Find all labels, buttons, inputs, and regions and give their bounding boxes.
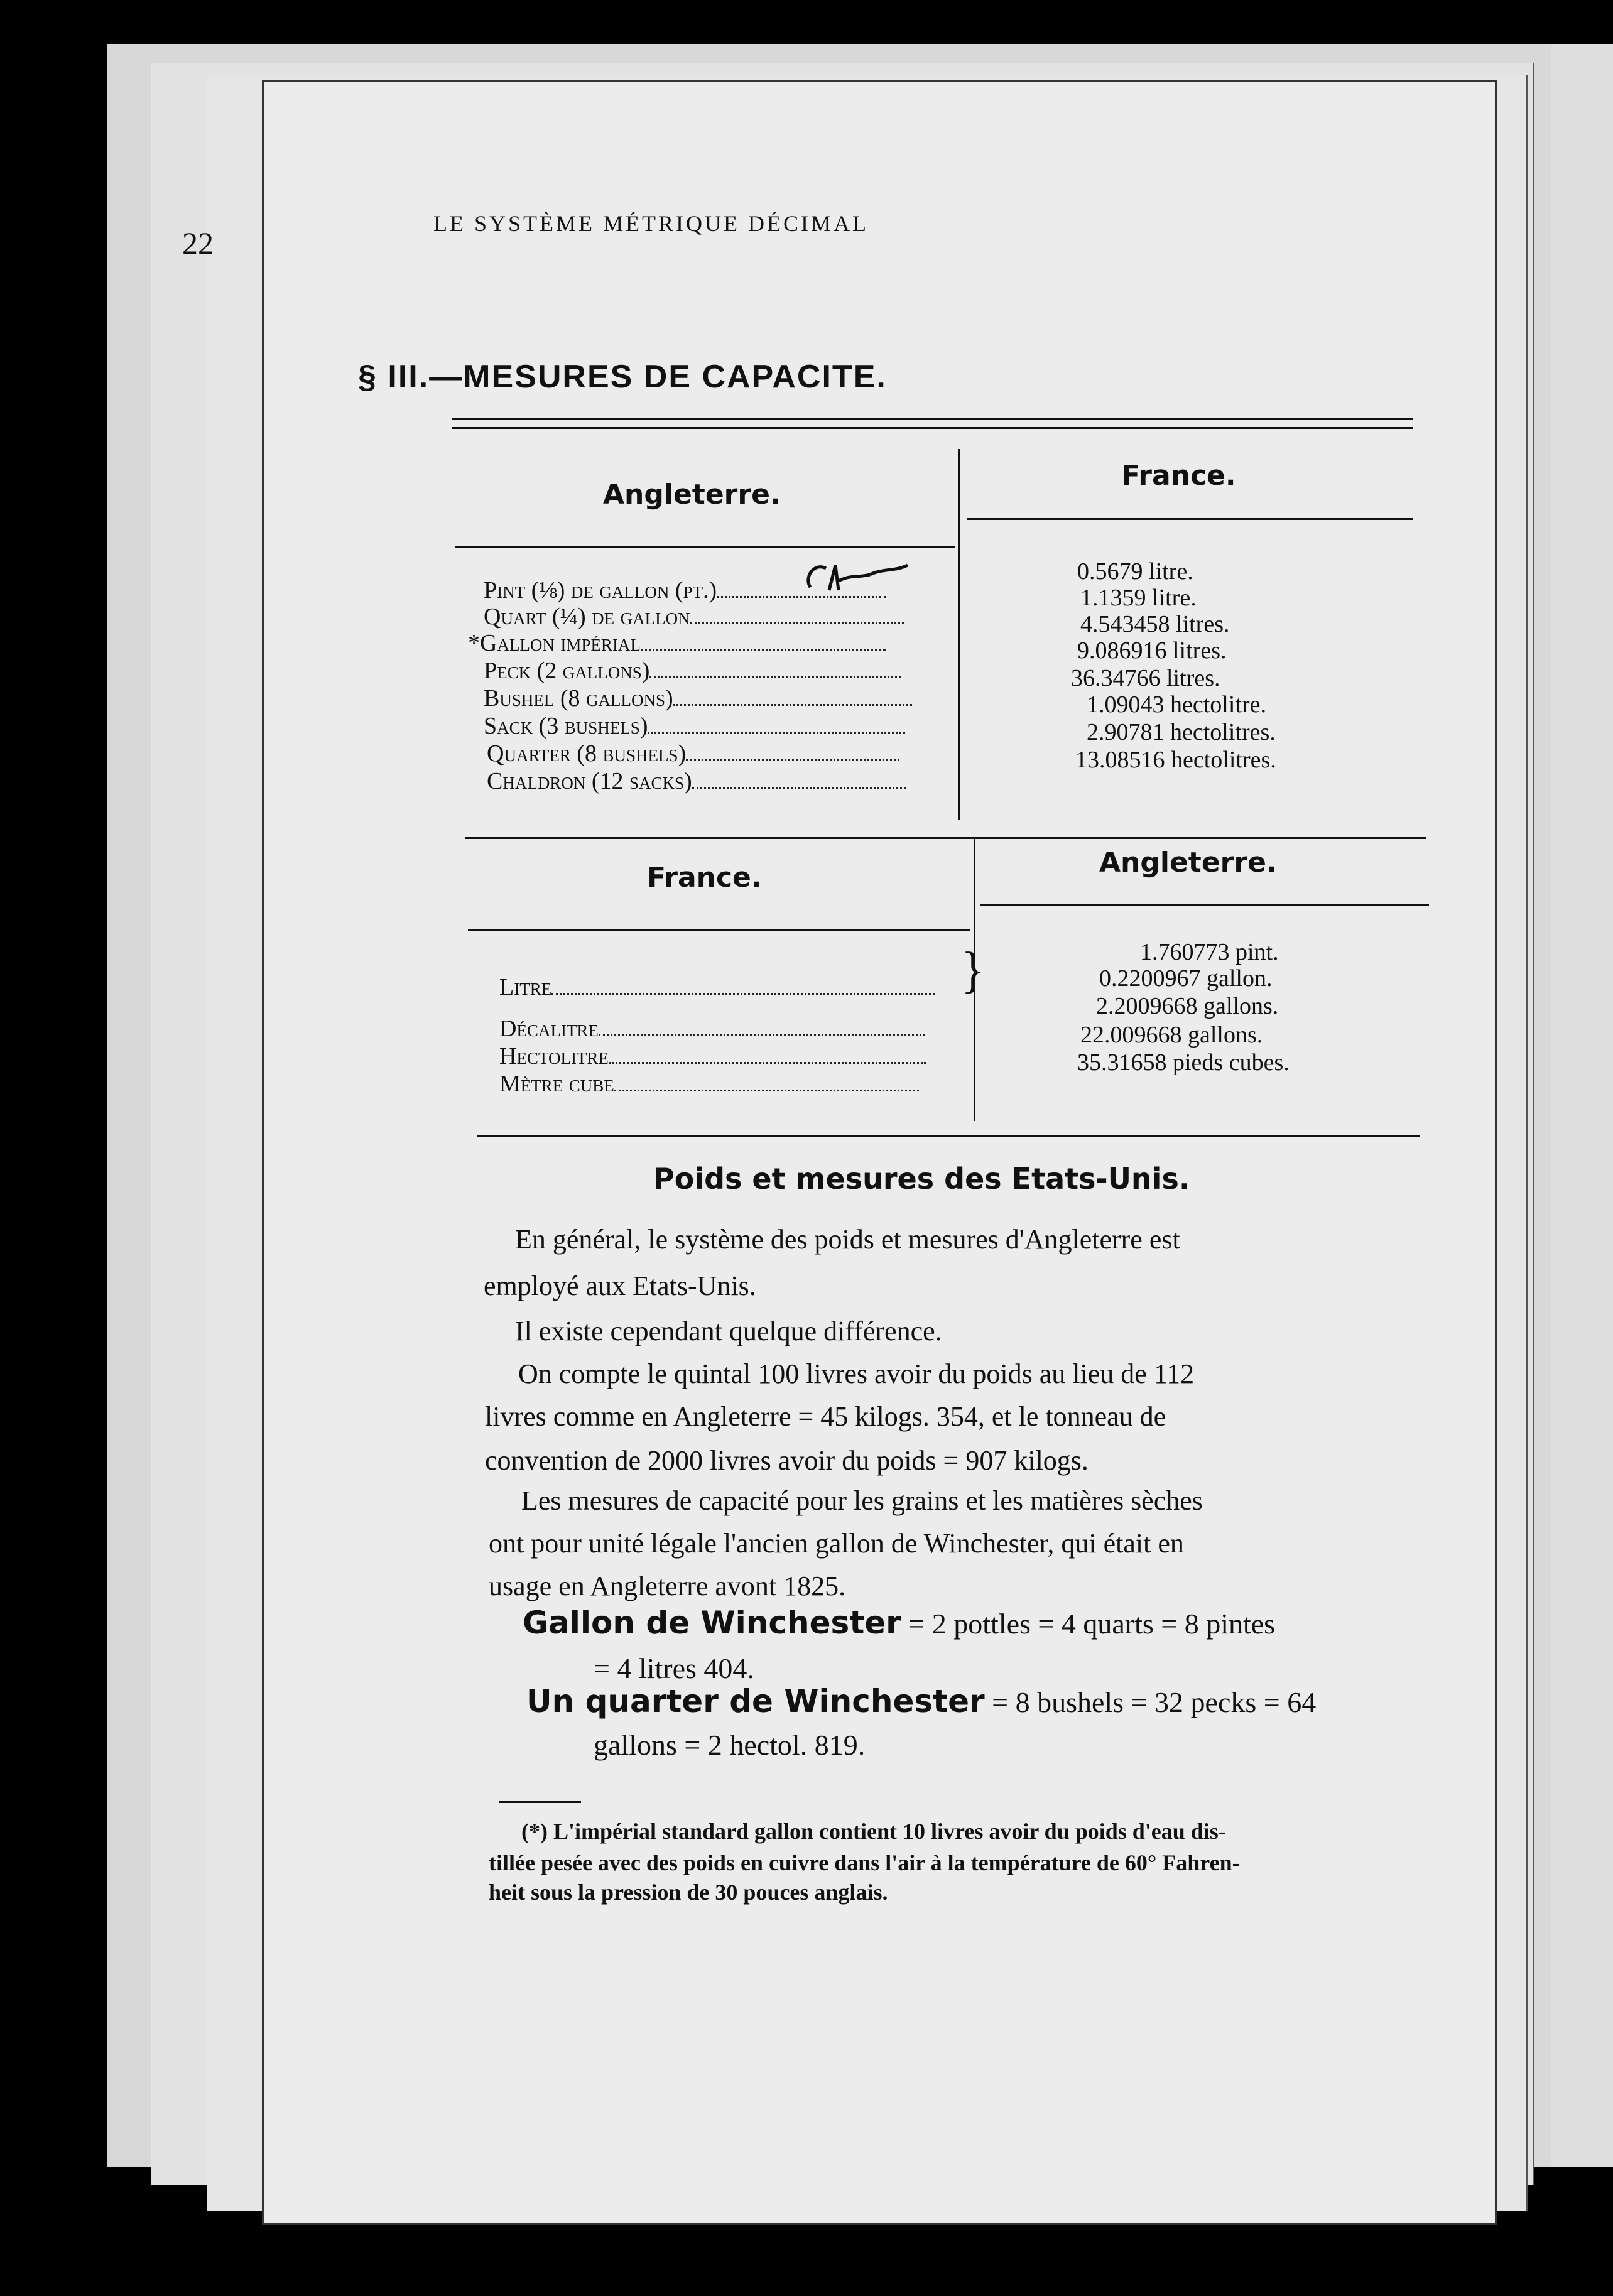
paragraph-line: Les mesures de capacité pour les grains et les matières sèches <box>521 1485 1203 1516</box>
table-rule <box>980 904 1429 906</box>
leader-dots <box>609 1062 926 1064</box>
facing-page-edge <box>1551 44 1613 2167</box>
leader-dots <box>648 732 905 734</box>
winchester-gallon-equation: = 2 pottles = 4 quarts = 8 pintes <box>901 1608 1276 1640</box>
paragraph-line: Il existe cependant quelque différence. <box>515 1316 942 1346</box>
leader-dots <box>673 704 912 706</box>
winchester-quarter-continuation: gallons = 2 hectol. 819. <box>594 1729 866 1761</box>
conversion-value: 35.31658 pieds cubes. <box>1077 1049 1290 1076</box>
list-item <box>487 740 899 767</box>
list-item <box>487 767 906 795</box>
list-item <box>499 973 935 1001</box>
conversion-value: 2.90781 hectolitres. <box>1087 719 1276 745</box>
leader-dots <box>690 622 904 624</box>
row-label: *Gallon impérial <box>468 630 641 656</box>
leader-dots <box>614 1090 919 1091</box>
leader-dots <box>641 649 886 651</box>
section-title: § III.—MESURES DE CAPACITE. <box>358 359 887 395</box>
list-item <box>484 657 901 685</box>
conversion-value: 0.5679 litre. <box>1077 558 1193 585</box>
row-label: Quart (¼) de gallon <box>484 604 690 630</box>
column-divider <box>958 449 960 820</box>
table-rule <box>452 418 1413 420</box>
footnote-rule <box>499 1801 581 1803</box>
paragraph-line: usage en Angleterre avont 1825. <box>489 1571 846 1601</box>
list-item <box>484 685 912 712</box>
winchester-gallon-term: Gallon de Winchester <box>523 1605 901 1641</box>
list-item <box>484 712 905 740</box>
table-rule <box>452 427 1413 429</box>
table-rule <box>477 1135 1420 1137</box>
conversion-value: 9.086916 litres. <box>1077 637 1227 664</box>
leader-dots <box>649 676 901 678</box>
row-label: Sack (3 bushels) <box>484 713 648 739</box>
column-header-left: France. <box>647 862 762 894</box>
leader-dots <box>692 787 906 789</box>
row-label: Hectolitre <box>499 1043 609 1069</box>
footnote-line: tillée pesée avec des poids en cuivre dans l'air à la température de 60° Fahren- <box>489 1850 1240 1875</box>
row-label: Chaldron (12 sacks) <box>487 768 692 794</box>
conversion-value: 1.760773 pint. <box>1140 939 1279 965</box>
winchester-quarter-equation: = 8 bushels = 32 pecks = 64 <box>984 1686 1317 1718</box>
list-item <box>499 1070 919 1098</box>
winchester-gallon-line <box>523 1605 1275 1641</box>
winchester-quarter-term: Un quarter de Winchester <box>526 1683 985 1719</box>
row-label: Mètre cube <box>499 1071 614 1097</box>
row-label: Quarter (8 bushels) <box>487 740 687 767</box>
row-label: Peck (2 gallons) <box>484 658 650 684</box>
footnote-line: heit sous la pression de 30 pouces anglais. <box>489 1880 888 1905</box>
paragraph-line: convention de 2000 livres avoir du poids = 907 kilogs. <box>485 1445 1089 1476</box>
leader-dots <box>717 596 886 598</box>
table-rule <box>967 518 1413 520</box>
paragraph-line: livres comme en Angleterre = 45 kilogs. 354, et le tonneau de <box>485 1401 1166 1432</box>
conversion-value: 4.543458 litres. <box>1080 611 1230 637</box>
list-item <box>499 1015 925 1042</box>
paragraph-line: ont pour unité légale l'ancien gallon de Winchester, qui était en <box>489 1528 1184 1559</box>
conversion-value: 2.2009668 gallons. <box>1096 993 1279 1019</box>
leader-dots <box>551 993 935 995</box>
row-label: Pint (⅛) de gallon (pt.) <box>484 577 717 604</box>
leader-dots <box>599 1034 925 1036</box>
table-rule <box>465 837 1426 839</box>
section-subtitle: Poids et mesures des Etats-Unis. <box>653 1162 1190 1196</box>
row-label: Litre <box>499 974 552 1000</box>
row-label: Décalitre <box>499 1015 599 1042</box>
conversion-value: 1.09043 hectolitre. <box>1087 691 1266 718</box>
conversion-value: 22.009668 gallons. <box>1080 1022 1263 1048</box>
footnote-line: (*) L'impérial standard gallon contient 10 livres avoir du poids d'eau dis- <box>521 1819 1226 1844</box>
column-header-right: Angleterre. <box>1099 847 1277 879</box>
paragraph-line: On compte le quintal 100 livres avoir du poids au lieu de 112 <box>518 1358 1195 1389</box>
table-rule <box>468 929 970 931</box>
winchester-quarter-line <box>526 1683 1316 1719</box>
page-number: 22 <box>182 225 214 261</box>
conversion-value: 0.2200967 gallon. <box>1099 965 1273 992</box>
conversion-value: 1.1359 litre. <box>1080 585 1197 611</box>
list-item <box>468 629 886 657</box>
winchester-gallon-continuation: = 4 litres 404. <box>594 1652 754 1684</box>
brace: } <box>961 943 986 998</box>
paragraph-line: En général, le système des poids et mesures d'Angleterre est <box>515 1224 1180 1255</box>
list-item <box>484 577 886 604</box>
column-header-right: France. <box>1121 460 1236 492</box>
paragraph-line: employé aux Etats-Unis. <box>484 1270 756 1301</box>
leader-dots <box>686 759 899 761</box>
conversion-value: 13.08516 hectolitres. <box>1075 747 1276 773</box>
list-item <box>484 603 904 631</box>
list-item <box>499 1042 926 1070</box>
running-title: LE SYSTÈME MÉTRIQUE DÉCIMAL <box>433 211 869 236</box>
row-label: Bushel (8 gallons) <box>484 685 673 712</box>
column-header-left: Angleterre. <box>603 479 781 511</box>
conversion-value: 36.34766 litres. <box>1071 665 1220 691</box>
table-rule <box>455 546 955 548</box>
